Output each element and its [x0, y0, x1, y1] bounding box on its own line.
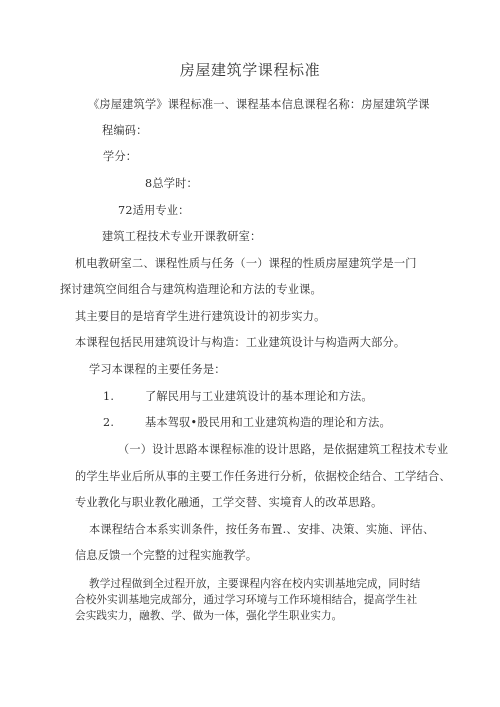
- paragraph-line: 8总学时：: [145, 177, 198, 190]
- paragraph-line: 本课程结合本系实训条件，按任务布置.、安排、决策、实施、评估、: [89, 523, 435, 536]
- paragraph-line: 建筑工程技术专业开课教研室：: [102, 230, 262, 243]
- paragraph-line: 信息反馈一个完整的过程实施教学。: [75, 549, 258, 562]
- paragraph-line: 本课程包括民用建筑设计与构造：工业建筑设计与构造两大部分。: [75, 336, 406, 349]
- paragraph-line: 其主要目的是培育学生进行建筑设计的初步实力。: [75, 310, 326, 323]
- list-number: 2.: [103, 416, 115, 429]
- paragraph-line: 会实践实力，融教、学、做为一体，强化学生职业实力。: [75, 610, 343, 622]
- list-number: 1.: [103, 390, 115, 403]
- paragraph-line: 的学生毕业后所从事的主要工作任务进行分析，依据校企结合、工学结合、: [75, 470, 451, 483]
- list-item-text: 了解民用与工业建筑设计的基本理论和方法。: [145, 390, 373, 403]
- paragraph-line: 学分：: [103, 150, 138, 163]
- paragraph-line: 机电教研室二、课程性质与任务（一）课程的性质房屋建筑学是一门: [75, 257, 417, 270]
- paragraph-line: （一）设计思路本课程标准的设计思路，是依据建筑工程技术专业: [118, 443, 449, 456]
- paragraph-line: 72适用专业：: [118, 204, 190, 217]
- paragraph-line: 程编码：: [102, 124, 148, 137]
- paragraph-line: 《房屋建筑学》课程标准一、课程基本信息课程名称：房屋建筑学课: [88, 98, 430, 111]
- paragraph-line: 教学过程做到全过程开放，主要课程内容在校内实训基地完成，同时结: [89, 578, 421, 590]
- paragraph-line: 探讨建筑空间组合与建筑构造理论和方法的专业课。: [60, 283, 322, 296]
- list-item-text: 基本驾驭•股民用和工业建筑构造的理论和方法。: [145, 416, 391, 429]
- document-title: 房屋建筑学课程标准: [179, 61, 321, 79]
- paragraph-line: 专业教化与职业教化融通，工学交替、实境育人的改革思路。: [75, 496, 383, 509]
- paragraph-line: 合校外实训基地完成部分，通过学习环境与工作环境相结合，提高学生社: [75, 594, 418, 606]
- paragraph-line: 学习本课程的主要任务是：: [89, 363, 226, 376]
